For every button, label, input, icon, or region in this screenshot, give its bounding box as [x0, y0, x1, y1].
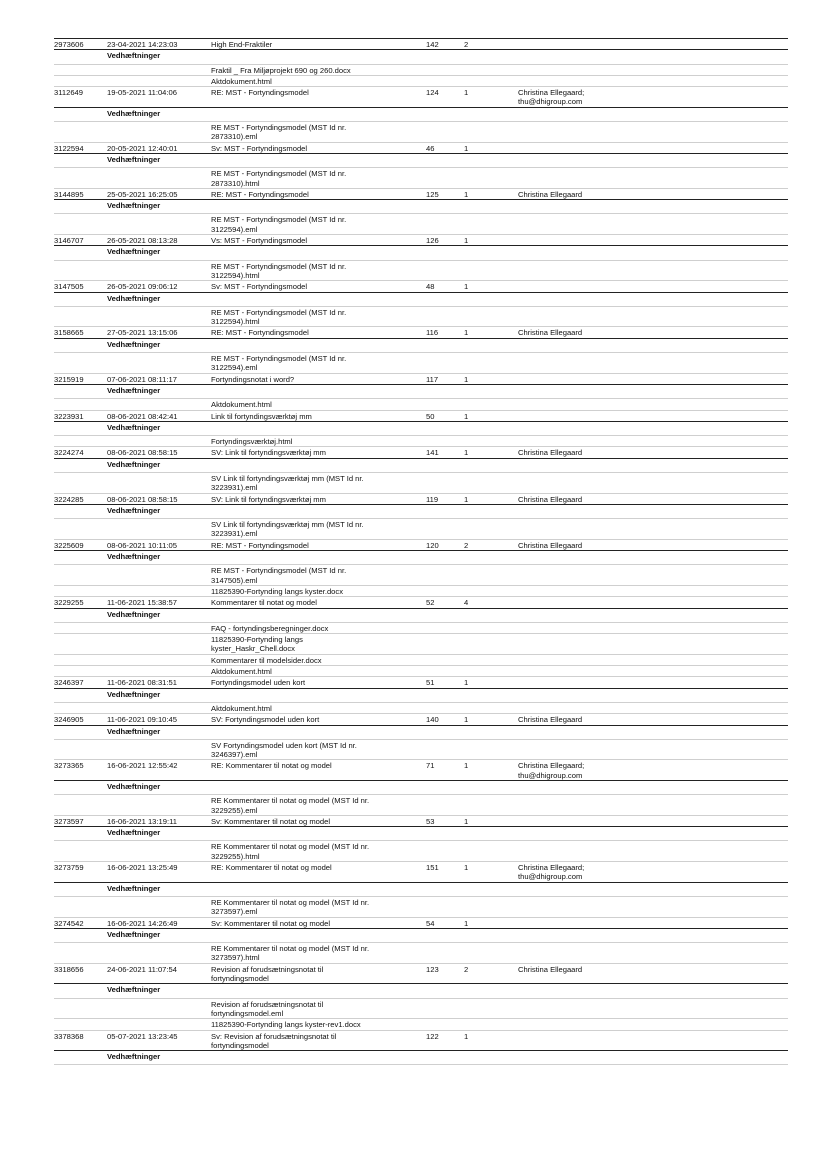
entry-size: 51	[426, 678, 435, 688]
attachments-header-row	[54, 984, 788, 998]
entry-id: 3224274	[54, 448, 84, 458]
entry-subject: RE: MST - Fortyndingsmodel	[211, 328, 309, 338]
entry-attachment-count: 1	[464, 411, 469, 421]
entry-row	[54, 143, 788, 154]
entry-size: 52	[426, 598, 435, 608]
attachment-row	[54, 473, 788, 494]
attachment-filename: 11825390-Fortynding langs kyster.docx	[211, 586, 343, 596]
entry-subject: SV: Link til fortyndingsværktøj mm	[211, 494, 326, 504]
entry-id: 3378368	[54, 1031, 84, 1041]
attachments-header-row	[54, 293, 788, 307]
attachments-label: Vedhæftninger	[107, 51, 161, 61]
entry-date: 11-06-2021 15:38:57	[107, 598, 177, 608]
attachments-header-row	[54, 385, 788, 399]
attachments-label: Vedhæftninger	[107, 985, 161, 995]
entry-id: 3229255	[54, 598, 84, 608]
entry-date: 27-05-2021 13:15:06	[107, 328, 178, 338]
entry-attachment-count: 1	[464, 189, 469, 199]
attachments-label: Vedhæftninger	[107, 883, 161, 893]
attachments-label: Vedhæftninger	[107, 552, 161, 562]
entry-size: 54	[426, 918, 435, 928]
entry-date: 16-06-2021 12:55:42	[107, 761, 178, 771]
entry-row	[54, 760, 788, 781]
attachment-filename: 11825390-Fortynding langs kyster-rev1.docx	[211, 1020, 361, 1030]
entry-attachment-count: 1	[464, 1031, 469, 1041]
attachments-label: Vedhæftninger	[107, 782, 161, 791]
entry-attachment-count: 1	[464, 143, 469, 153]
entry-subject: Vs: MST - Fortyndingsmodel	[211, 236, 308, 246]
attachment-filename: Aktdokument.html	[211, 400, 272, 410]
attachment-row	[54, 666, 788, 677]
entry-id: 3273365	[54, 761, 84, 771]
entry-date: 08-06-2021 08:58:15	[107, 448, 178, 458]
entry-row	[54, 411, 788, 422]
attachment-row	[54, 168, 788, 189]
entry-subject: Fortyndingsnotat i word?	[211, 374, 295, 384]
entry-row	[54, 447, 788, 458]
entry-size: 124	[426, 88, 439, 98]
attachment-filename: 11825390-Fortynding langs kyster_Haskr_Chell.docx	[211, 635, 303, 654]
entry-attachment-count: 2	[464, 40, 469, 49]
entry-subject: SV: Fortyndingsmodel uden kort	[211, 715, 320, 725]
entry-size: 142	[426, 40, 439, 49]
attachments-label: Vedhæftninger	[107, 689, 161, 699]
entry-subject: RE: Kommentarer til notat og model	[211, 761, 332, 771]
entry-size: 151	[426, 863, 439, 873]
entry-size: 141	[426, 448, 439, 458]
entry-subject: Sv: Revision af forudsætningsnotat til fortyndingsmodel	[211, 1031, 337, 1050]
attachment-row	[54, 519, 788, 540]
entry-recipient: Christina Ellegaard	[518, 715, 583, 725]
entry-id: 3215919	[54, 374, 84, 384]
entry-id: 2973606	[54, 40, 84, 49]
attachments-label: Vedhæftninger	[107, 422, 161, 432]
entry-id: 3246905	[54, 715, 84, 725]
entry-subject: RE: MST - Fortyndingsmodel	[211, 540, 309, 550]
entry-row	[54, 189, 788, 200]
entry-attachment-count: 1	[464, 715, 469, 725]
attachment-filename: RE MST - Fortyndingsmodel (MST Id nr. 3122594).html	[211, 307, 347, 327]
entry-size: 125	[426, 189, 439, 199]
entry-attachment-count: 1	[464, 282, 469, 292]
entry-size: 123	[426, 964, 439, 974]
attachment-row	[54, 897, 788, 918]
entry-subject: RE: MST - Fortyndingsmodel	[211, 88, 309, 98]
entry-attachment-count: 1	[464, 678, 469, 688]
attachment-row	[54, 353, 788, 374]
attachments-header-row	[54, 689, 788, 703]
attachment-row	[54, 703, 788, 714]
entry-subject: SV: Link til fortyndingsværktøj mm	[211, 448, 326, 458]
entry-size: 50	[426, 411, 435, 421]
attachments-label: Vedhæftninger	[107, 726, 161, 736]
entry-row	[54, 235, 788, 246]
attachment-filename: SV Link til fortyndingsværktøj mm (MST Id nr. 3223931).eml	[211, 473, 364, 493]
attachment-row	[54, 76, 788, 87]
entry-id: 3158665	[54, 328, 84, 338]
entry-row	[54, 918, 788, 929]
entry-attachment-count: 1	[464, 863, 469, 873]
entry-recipient: Christina Ellegaard	[518, 328, 583, 338]
attachment-filename: RE MST - Fortyndingsmodel (MST Id nr. 2873310).html	[211, 169, 347, 188]
attachments-header-row	[54, 781, 788, 795]
entry-recipient: Christina Ellegaard	[518, 494, 583, 504]
entry-subject: Link til fortyndingsværktøj mm	[211, 411, 312, 421]
attachments-header-row	[54, 883, 788, 897]
attachment-row	[54, 999, 788, 1020]
attachments-label: Vedhæftninger	[107, 459, 161, 469]
attachment-filename: RE MST - Fortyndingsmodel (MST Id nr. 3122594).html	[211, 261, 347, 280]
entry-subject: Fortyndingsmodel uden kort	[211, 678, 306, 688]
attachments-header-row	[54, 154, 788, 168]
entry-recipient: Christina Ellegaard; thu@dhigroup.com	[518, 761, 585, 780]
entry-attachment-count: 1	[464, 816, 469, 826]
entry-id: 3246397	[54, 678, 84, 688]
entry-row	[54, 494, 788, 505]
attachments-header-row	[54, 422, 788, 436]
attachment-row	[54, 655, 788, 666]
attachment-row	[54, 399, 788, 410]
attachments-header-row	[54, 50, 788, 64]
entry-row	[54, 862, 788, 883]
entry-size: 116	[426, 328, 439, 338]
attachments-label: Vedhæftninger	[107, 385, 161, 395]
entry-attachment-count: 1	[464, 328, 469, 338]
attachment-row	[54, 565, 788, 586]
entry-subject: Sv: MST - Fortyndingsmodel	[211, 143, 308, 153]
entry-size: 71	[426, 761, 435, 771]
attachments-header-row	[54, 609, 788, 623]
attachments-label: Vedhæftninger	[107, 828, 161, 838]
attachment-row	[54, 943, 788, 964]
entry-size: 119	[426, 494, 439, 504]
attachments-header-row	[54, 726, 788, 740]
entry-date: 16-06-2021 14:26:49	[107, 918, 178, 928]
entry-id: 3273759	[54, 863, 84, 873]
entry-size: 53	[426, 816, 435, 826]
entry-subject: High End-Fraktiler	[211, 40, 273, 49]
entry-date: 16-06-2021 13:25:49	[107, 863, 178, 873]
entry-row	[54, 677, 788, 688]
entry-recipient: Christina Ellegaard; thu@dhigroup.com	[518, 88, 585, 107]
attachment-row	[54, 1019, 788, 1030]
entry-size: 126	[426, 236, 439, 246]
entry-id: 3223931	[54, 411, 84, 421]
entry-row	[54, 374, 788, 385]
entry-recipient: Christina Ellegaard	[518, 540, 583, 550]
entry-date: 25-05-2021 16:25:05	[107, 189, 178, 199]
entry-row	[54, 327, 788, 338]
attachment-row	[54, 740, 788, 761]
entry-subject: Sv: Kommentarer til notat og model	[211, 816, 331, 826]
attachment-row	[54, 436, 788, 447]
entry-date: 08-06-2021 08:42:41	[107, 411, 178, 421]
entry-date: 11-06-2021 08:31:51	[107, 678, 177, 688]
attachment-row	[54, 623, 788, 634]
attachment-row	[54, 586, 788, 597]
attachment-filename: SV Link til fortyndingsværktøj mm (MST Id nr. 3223931).eml	[211, 520, 364, 539]
entry-id: 3144895	[54, 189, 84, 199]
entry-recipient: Christina Ellegaard; thu@dhigroup.com	[518, 863, 585, 882]
attachment-filename: RE MST - Fortyndingsmodel (MST Id nr. 3122594).eml	[211, 215, 347, 234]
attachment-filename: Aktdokument.html	[211, 703, 272, 713]
entry-id: 3146707	[54, 236, 84, 246]
entry-date: 19-05-2021 11:04:06	[107, 88, 177, 98]
attachments-header-row	[54, 827, 788, 841]
entry-size: 46	[426, 143, 435, 153]
attachments-header-row	[54, 929, 788, 943]
entry-id: 3225609	[54, 540, 84, 550]
attachment-filename: Fortyndingsværktøj.html	[211, 437, 293, 447]
attachments-label: Vedhæftninger	[107, 201, 161, 211]
entry-date: 23-04-2021 14:23:03	[107, 40, 178, 49]
entry-size: 120	[426, 540, 439, 550]
entry-size: 48	[426, 282, 435, 292]
entry-row	[54, 281, 788, 292]
entry-recipient: Christina Ellegaard	[518, 189, 583, 199]
attachments-header-row	[54, 1051, 788, 1065]
attachment-row	[54, 122, 788, 143]
attachments-label: Vedhæftninger	[107, 929, 161, 939]
attachments-header-row	[54, 246, 788, 260]
entry-recipient: Christina Ellegaard	[518, 964, 583, 974]
entry-subject: Sv: MST - Fortyndingsmodel	[211, 282, 308, 292]
attachments-label: Vedhæftninger	[107, 247, 161, 257]
entry-attachment-count: 1	[464, 236, 469, 246]
attachment-row	[54, 261, 788, 282]
entry-attachment-count: 2	[464, 540, 469, 550]
attachment-filename: Revision af forudsætningsnotat til fortyndingsmodel.eml	[211, 999, 324, 1018]
attachment-filename: RE MST - Fortyndingsmodel (MST Id nr. 3147505).eml	[211, 566, 347, 585]
attachment-filename: Kommentarer til modelsider.docx	[211, 655, 322, 665]
journal-table	[54, 38, 788, 1065]
entry-row	[54, 87, 788, 108]
entry-attachment-count: 1	[464, 918, 469, 928]
attachment-row	[54, 634, 788, 655]
entry-row	[54, 714, 788, 725]
entry-size: 117	[426, 374, 439, 384]
attachments-label: Vedhæftninger	[107, 108, 161, 118]
entry-date: 08-06-2021 08:58:15	[107, 494, 178, 504]
entry-row	[54, 964, 788, 985]
entry-id: 3122594	[54, 143, 84, 153]
attachments-header-row	[54, 505, 788, 519]
attachment-row	[54, 307, 788, 328]
entry-date: 07-06-2021 08:11:17	[107, 374, 177, 384]
entry-id: 3112649	[54, 88, 83, 98]
entry-attachment-count: 4	[464, 598, 469, 608]
attachments-label: Vedhæftninger	[107, 505, 161, 515]
entry-date: 20-05-2021 12:40:01	[107, 143, 178, 153]
entry-attachment-count: 1	[464, 494, 469, 504]
entry-date: 08-06-2021 10:11:05	[107, 540, 177, 550]
attachment-filename: RE MST - Fortyndingsmodel (MST Id nr. 2873310).eml	[211, 123, 347, 142]
attachment-filename: RE Kommentarer til notat og model (MST Id nr. 3229255).html	[211, 842, 370, 861]
entry-id: 3147505	[54, 282, 84, 292]
attachments-label: Vedhæftninger	[107, 1052, 161, 1062]
entry-row	[54, 1031, 788, 1052]
attachment-filename: RE MST - Fortyndingsmodel (MST Id nr. 3122594).eml	[211, 354, 347, 373]
entry-subject: RE: MST - Fortyndingsmodel	[211, 189, 309, 199]
attachment-row	[54, 841, 788, 862]
entry-attachment-count: 1	[464, 448, 469, 458]
attachments-label: Vedhæftninger	[107, 293, 161, 303]
entry-size: 140	[426, 715, 439, 725]
attachment-filename: Aktdokument.html	[211, 76, 272, 86]
entry-subject: Revision af forudsætningsnotat til fortyndingsmodel	[211, 964, 324, 984]
entry-row	[54, 39, 788, 50]
attachments-label: Vedhæftninger	[107, 339, 161, 349]
attachment-filename: SV Fortyndingsmodel uden kort (MST Id nr. 3246397).eml	[211, 740, 357, 760]
entry-date: 05-07-2021 13:23:45	[107, 1031, 178, 1041]
entry-attachment-count: 1	[464, 761, 469, 771]
entry-subject: Sv: Kommentarer til notat og model	[211, 918, 331, 928]
attachment-row	[54, 214, 788, 235]
entry-date: 11-06-2021 09:10:45	[107, 715, 177, 725]
attachments-label: Vedhæftninger	[107, 154, 161, 164]
entry-subject: RE: Kommentarer til notat og model	[211, 863, 332, 873]
entry-date: 24-06-2021 11:07:54	[107, 964, 177, 974]
attachment-filename: Fraktil _ Fra Miljøprojekt 690 og 260.docx	[211, 65, 351, 75]
entry-date: 26-05-2021 08:13:28	[107, 236, 178, 246]
attachments-label: Vedhæftninger	[107, 609, 161, 619]
entry-recipient: Christina Ellegaard	[518, 448, 583, 458]
entry-attachment-count: 2	[464, 964, 469, 974]
attachment-filename: RE Kommentarer til notat og model (MST Id nr. 3273597).html	[211, 944, 370, 963]
entry-row	[54, 540, 788, 551]
attachment-filename: FAQ - fortyndingsberegninger.docx	[211, 623, 329, 633]
entry-row	[54, 816, 788, 827]
attachment-filename: RE Kommentarer til notat og model (MST Id nr. 3273597).eml	[211, 897, 370, 917]
entry-id: 3274542	[54, 918, 84, 928]
entry-date: 26-05-2021 09:06:12	[107, 282, 178, 292]
attachments-header-row	[54, 459, 788, 473]
attachments-header-row	[54, 551, 788, 565]
entry-date: 16-06-2021 13:19:11	[107, 816, 177, 826]
entry-id: 3318656	[54, 964, 84, 974]
entry-size: 122	[426, 1031, 439, 1041]
attachment-filename: RE Kommentarer til notat og model (MST Id nr. 3229255).eml	[211, 796, 370, 815]
attachments-header-row	[54, 108, 788, 122]
attachment-filename: Aktdokument.html	[211, 667, 272, 677]
entry-row	[54, 597, 788, 608]
attachments-header-row	[54, 200, 788, 214]
entry-attachment-count: 1	[464, 88, 469, 98]
attachment-row	[54, 795, 788, 816]
entry-id: 3224285	[54, 494, 84, 504]
entry-attachment-count: 1	[464, 374, 469, 384]
entry-subject: Kommentarer til notat og model	[211, 598, 317, 608]
attachments-header-row	[54, 339, 788, 353]
entry-id: 3273597	[54, 816, 84, 826]
attachment-row	[54, 65, 788, 76]
